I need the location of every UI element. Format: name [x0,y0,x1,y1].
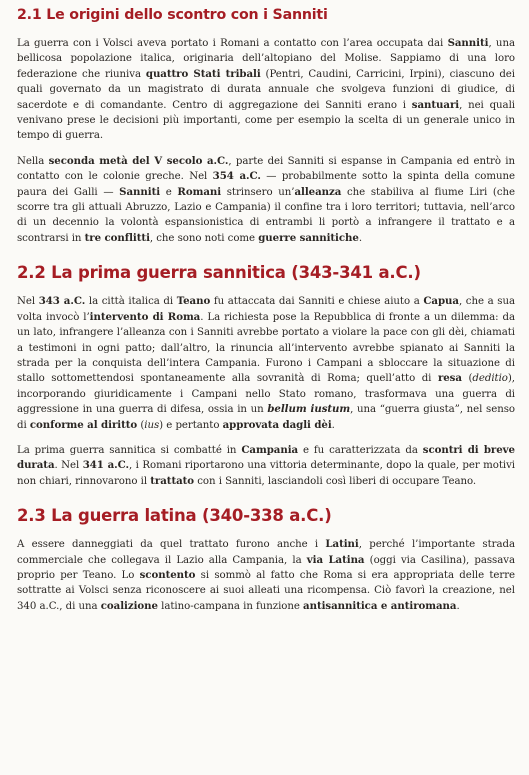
section-body-2-3 [17,537,515,614]
emphasis: scontento [139,568,196,581]
emphasis: Latini [325,538,359,551]
emphasis: tre conflitti [84,231,150,244]
emphasis: quattro Stati tribali [145,67,261,80]
emphasis: antisannitica e antiromana [303,599,457,612]
emphasis: Capua [423,295,459,308]
emphasis: approvata dagli dèi [222,418,332,431]
emphasis: santuari [411,98,460,111]
section-heading-2-2: 2.2 La prima guerra sannitica (343-341 a.C.) [17,263,421,283]
emphasis: Romani [177,185,222,198]
emphasis: scontri di breve durata [17,443,515,472]
emphasis: intervento di Roma [89,310,201,323]
emphasis: Teano [176,295,211,308]
section-heading-2-1: 2.1 Le origini dello scontro con i Sanniti [17,7,328,23]
emphasis: conforme al diritto [29,418,138,431]
emphasis: resa [437,372,462,385]
emphasis: alleanza [294,185,342,198]
emphasis: bellum iustum [267,403,351,416]
section-body-2-2 [17,294,515,489]
paragraph: A essere danneggiati da quel trattato furono anche i Latini, perché l’importante strada commerciale che collegava il Lazio alla Campania, la via Latina (oggi via Casilina), passava proprio per Teano. Lo scontento si sommò al fatto che Roma si era appropriata delle terre sottratte ai Volsci senza riconoscere ai suoi alleati una ricompensa. Ciò favorì la creazione, nel 340 a.C., di una coalizione latino-campana in funzione antisannitica e antiromana. [17,538,516,612]
emphasis: Sanniti [119,185,161,198]
section-heading-2-3: 2.3 La guerra latina (340-338 a.C.) [17,506,332,526]
emphasis: via Latina [306,553,365,566]
emphasis: Campania [241,443,299,456]
emphasis: 354 a.C. [212,170,261,183]
paragraph: Nella seconda metà del V secolo a.C., parte dei Sanniti si espanse in Campania ed entrò in contatto con le colonie greche. Nel 354 a.C. — probabilmente sotto la spinta della comune paura dei Galli — Sanniti e Romani strinsero un’alleanza che stabiliva al fiume Liri (che scorre tra gli attuali Abruzzo, Lazio e Campania) il confine tra i loro territori; tuttavia, nell’arco di un decennio la volontà espansionistica di entrambi li portò a infrangere il trattato e a scontrarsi in tre conflitti, che sono noti come guerre sannitiche. [17,154,515,244]
section-body-2-1 [17,36,515,246]
emphasis: ius [144,419,160,431]
paragraph: Nel 343 a.C. la città italica di Teano fu attaccata dai Sanniti e chiese aiuto a Capua, che a sua volta invocò l’intervento di Roma. La richiesta pose la Repubblica di fronte a un dilemma: da un lato, infrangere l’alleanza con i Sanniti avrebbe portato a violare la pace con gli dèi, chiamati a testimoni in ogni patto; dall’altro, la rinuncia all’intervento avrebbe spianato ai Sanniti la strada per la conquista dell’intera Campania. Furono i Campani a sbloccare la situazione di stallo sottomettendosi spontaneamente alla sovranità di Roma; quell’atto di resa (deditio), incorporando giuridicamente i Campani nello Stato romano, trasformava una guerra di aggressione in una guerra di difesa, ossia in un bellum iustum, una “guerra giusta”, nel senso di conforme al diritto (ius) e pertanto approvata dagli dèi. [17,295,515,431]
emphasis: Sanniti [447,37,489,49]
paragraph: La prima guerra sannitica si combatté in Campania e fu caratterizzata da scontri di breve durata. Nel 341 a.C., i Romani riportarono una vittoria determinante, dopo la quale, per motivi non chiari, rinnovarono il trattato con i Sanniti, lasciandoli così liberi di occupare Teano. [17,443,515,487]
emphasis: trattato [150,474,195,487]
emphasis: guerre sannitiche [258,231,359,244]
paragraph: La guerra con i Volsci aveva portato i Romani a contatto con l’area occupata dai Sanniti, una bellicosa popolazione italica, originaria dell’altopiano del Molise. Sappiamo di una loro federazione che riuniva quattro Stati tribali (Pentri, Caudini, Carricini, Irpini), ciascuno dei quali governato da un magistrato di durata annuale che svolgeva funzioni di giudice, di sacerdote e di comandante. Centro di aggregazione dei Sanniti erano i santuari, nei quali venivano prese le decisioni più importanti, come per esempio la scelta di un generale unico in tempo di guerra. [17,37,515,142]
emphasis: coalizione [100,599,158,612]
emphasis: seconda metà del V secolo a.C. [48,154,229,167]
emphasis: 341 a.C. [82,459,130,472]
emphasis: deditio [472,373,508,385]
emphasis: 343 a.C. [38,295,86,308]
